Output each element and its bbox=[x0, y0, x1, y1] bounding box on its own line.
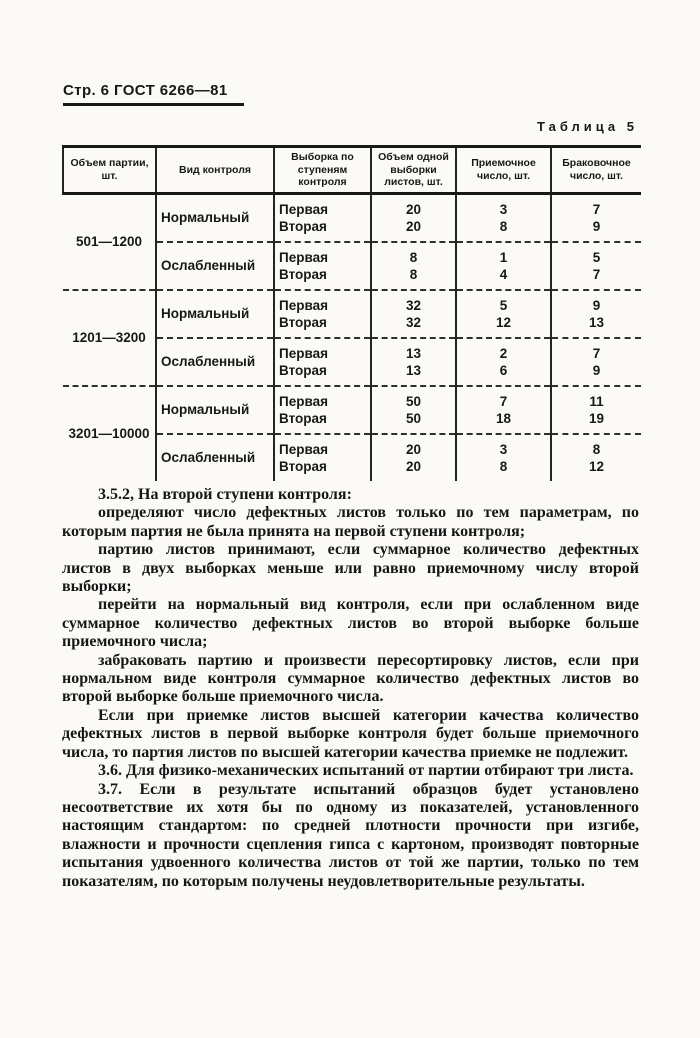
value-line: 5 bbox=[499, 297, 508, 313]
value-line: 8 bbox=[409, 249, 418, 265]
rejection-number-cell bbox=[551, 338, 641, 386]
rejection-number-cell bbox=[551, 290, 641, 338]
value-line: 50 bbox=[405, 410, 422, 426]
value-line: 1 bbox=[499, 249, 508, 265]
acceptance-number-cell bbox=[456, 193, 551, 242]
rejection-number-cell bbox=[551, 386, 641, 434]
value-line: 11 bbox=[589, 393, 604, 409]
control-kind-cell: Нормальный bbox=[156, 193, 274, 242]
sample-stage-line: Первая bbox=[279, 297, 328, 313]
sample-stage-line: Вторая bbox=[279, 266, 327, 282]
value-line: 8 bbox=[499, 218, 508, 234]
control-kind-cell: Ослабленный bbox=[156, 338, 274, 386]
value-line: 9 bbox=[592, 297, 601, 313]
value-line: 9 bbox=[592, 218, 601, 234]
acceptance-number-cell bbox=[456, 386, 551, 434]
value-line: 13 bbox=[405, 362, 422, 378]
col-header-batch-size: Объем партии, шт. bbox=[63, 147, 156, 194]
sample-volume-cell bbox=[371, 193, 456, 242]
paragraph-3-5-2: 3.5.2, На второй ступени контроля: bbox=[98, 486, 352, 503]
paragraph: забраковать партию и произвести пересортировку листов, если при нормальном виде контроля суммарное количество дефектных листов во второй выборке больше приемочного числа. bbox=[62, 651, 639, 706]
sample-volume-cell bbox=[371, 386, 456, 434]
value-line: 50 bbox=[405, 393, 422, 409]
value-line: 18 bbox=[495, 410, 512, 426]
acceptance-number-cell bbox=[456, 290, 551, 338]
paragraph: перейти на нормальный вид контроля, если при ослабленном виде суммарное количество дефектных листов во второй выборке больше приемочного числа; bbox=[62, 596, 639, 651]
value-line: 32 bbox=[405, 314, 422, 330]
acceptance-number-cell bbox=[456, 434, 551, 481]
sample-stage-cell bbox=[274, 434, 371, 481]
rejection-number-cell bbox=[551, 434, 641, 481]
value-line: 5 bbox=[592, 249, 601, 265]
sample-stage-line: Первая bbox=[279, 249, 328, 265]
paragraph-3-7: 3.7. Если в результате испытаний образцов будет установлено несоответствие их хотя бы по одному из показателей, установленного настоящим стандартом: по средней плотности прочности при изгибе, влажности и прочности сцепления гипса с картоном, производят повторные испытания удвоенного количества листов от той же партии, только по тем показателям, по которым получены неудовлетворительные результаты. bbox=[62, 780, 639, 890]
value-line: 20 bbox=[405, 218, 422, 234]
body-text bbox=[62, 486, 639, 891]
sample-volume-cell bbox=[371, 434, 456, 481]
value-line: 7 bbox=[592, 345, 601, 361]
control-kind-cell: Ослабленный bbox=[156, 434, 274, 481]
sample-stage-cell bbox=[274, 242, 371, 290]
col-header-control-kind: Вид контроля bbox=[156, 147, 274, 194]
sample-volume-cell bbox=[371, 242, 456, 290]
value-line: 4 bbox=[499, 266, 508, 282]
value-line: 13 bbox=[588, 314, 605, 330]
value-line: 8 bbox=[499, 458, 508, 474]
batch-size-cell: 1201—3200 bbox=[63, 290, 156, 386]
table-caption: Таблица 5 bbox=[536, 119, 638, 134]
value-line: 13 bbox=[405, 345, 422, 361]
paragraph: определяют число дефектных листов только по тем параметрам, по которым партия не была принята на первой ступени контроля; bbox=[62, 504, 639, 540]
value-line: 32 bbox=[405, 297, 422, 313]
value-line: 6 bbox=[499, 362, 508, 378]
value-line: 3 bbox=[499, 441, 508, 457]
rejection-number-cell bbox=[551, 193, 641, 242]
paragraph: партию листов принимают, если суммарное количество дефектных листов в двух выборках меньше или равно приемочному числу второй выборки; bbox=[62, 541, 639, 596]
sample-stage-line: Вторая bbox=[279, 410, 327, 426]
value-line: 7 bbox=[592, 266, 601, 282]
value-line: 8 bbox=[592, 441, 601, 457]
col-header-sample-volume: Объем одной выборки листов, шт. bbox=[371, 147, 456, 194]
sampling-plan-table bbox=[62, 145, 641, 481]
value-line: 12 bbox=[495, 314, 512, 330]
value-line: 19 bbox=[588, 410, 605, 426]
col-header-sample-stage: Выборка по ступеням контроля bbox=[274, 147, 371, 194]
value-line: 7 bbox=[592, 201, 601, 217]
sample-volume-cell bbox=[371, 290, 456, 338]
value-line: 20 bbox=[405, 458, 422, 474]
sample-stage-cell bbox=[274, 290, 371, 338]
sample-stage-cell bbox=[274, 338, 371, 386]
table-row bbox=[63, 290, 641, 338]
value-line: 2 bbox=[499, 345, 508, 361]
header-rule bbox=[63, 103, 244, 106]
value-line: 3 bbox=[499, 201, 508, 217]
value-line: 20 bbox=[405, 441, 422, 457]
sample-stage-line: Первая bbox=[279, 441, 328, 457]
control-kind-cell: Ослабленный bbox=[156, 242, 274, 290]
sample-stage-line: Вторая bbox=[279, 362, 327, 378]
table-row bbox=[63, 193, 641, 242]
control-kind-cell: Нормальный bbox=[156, 386, 274, 434]
sample-stage-cell bbox=[274, 386, 371, 434]
sample-stage-line: Вторая bbox=[279, 218, 327, 234]
table-header-row bbox=[63, 147, 641, 194]
col-header-rejection-number: Браковочное число, шт. bbox=[551, 147, 641, 194]
paragraph-3-6: 3.6. Для физико-механических испытаний от партии отбирают три листа. bbox=[98, 762, 634, 780]
value-line: 9 bbox=[592, 362, 601, 378]
sample-volume-cell bbox=[371, 338, 456, 386]
paragraph: Если при приемке листов высшей категории качества количество дефектных листов в первой выборке контроля будет больше приемочного числа, то партия листов по высшей категории качества приемке не подлежит. bbox=[62, 706, 639, 761]
col-header-acceptance-number: Приемочное число, шт. bbox=[456, 147, 551, 194]
table-row bbox=[63, 386, 641, 434]
value-line: 12 bbox=[588, 458, 605, 474]
acceptance-number-cell bbox=[456, 242, 551, 290]
sample-stage-line: Вторая bbox=[279, 314, 327, 330]
sample-stage-line: Первая bbox=[279, 201, 328, 217]
batch-size-cell: 3201—10000 bbox=[63, 386, 156, 481]
sample-stage-line: Вторая bbox=[279, 458, 327, 474]
acceptance-number-cell bbox=[456, 338, 551, 386]
value-line: 7 bbox=[499, 393, 508, 409]
sample-stage-cell bbox=[274, 193, 371, 242]
sample-stage-line: Первая bbox=[279, 393, 328, 409]
running-head: Стр. 6 ГОСТ 6266—81 bbox=[63, 82, 228, 99]
batch-size-cell: 501—1200 bbox=[75, 234, 143, 249]
sample-stage-line: Первая bbox=[279, 345, 328, 361]
rejection-number-cell bbox=[551, 242, 641, 290]
control-kind-cell: Нормальный bbox=[156, 290, 274, 338]
value-line: 20 bbox=[405, 201, 422, 217]
value-line: 8 bbox=[409, 266, 418, 282]
